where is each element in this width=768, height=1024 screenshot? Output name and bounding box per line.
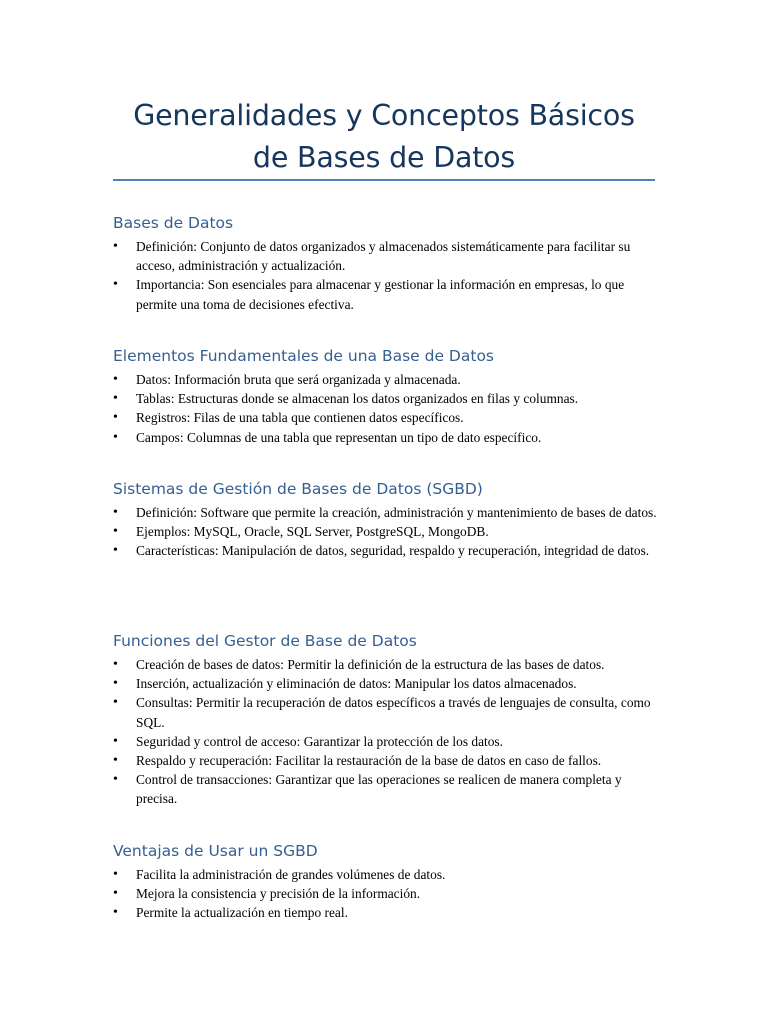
bullet-icon: • [113,410,118,426]
bullet-icon: • [113,676,118,692]
bullet-icon: • [113,543,118,559]
bullet-icon: • [113,905,118,921]
list-item-text: Definición: Software que permite la creación, administración y mantenimiento de bases de datos. [136,505,657,520]
list-item [113,693,663,731]
section-heading: Bases de Datos [113,214,234,232]
list-item [113,884,663,903]
list-item-text: Mejora la consistencia y precisión de la información. [136,886,421,902]
bullet-icon: • [113,505,118,520]
list-item-text: Consultas: Permitir la recuperación de datos específicos a través de lenguajes de consulta, como SQL. [136,695,651,730]
list-item [113,865,663,884]
list-item-text: Campos: Columnas de una tabla que representan un tipo de dato específico. [136,429,542,445]
bullet-icon: • [113,695,118,711]
list-item [113,389,663,408]
section-sgbd [113,479,663,561]
section-heading: Ventajas de Usar un SGBD [113,842,318,860]
bullet-icon: • [113,524,118,540]
bullet-icon: • [113,867,118,882]
document-title: Generalidades y Conceptos Básicos de Bases de Datos [133,99,635,174]
title-underline [113,179,655,181]
bullet-icon: • [113,733,118,749]
section-bases-de-datos [113,213,663,314]
bullet-list [113,503,663,561]
bullet-list [113,865,663,923]
list-item-text: Características: Manipulación de datos, seguridad, respaldo y recuperación, integridad de datos. [136,543,650,559]
list-item-text: Ejemplos: MySQL, Oracle, SQL Server, PostgreSQL, MongoDB. [136,524,489,540]
list-item [113,655,663,674]
list-item-text: Facilita la administración de grandes volúmenes de datos. [136,867,446,882]
list-item-text: Inserción, actualización y eliminación de datos: Manipular los datos almacenados. [136,676,577,692]
list-item-text: Seguridad y control de acceso: Garantizar la protección de los datos. [136,733,503,749]
section-ventajas-sgbd [113,841,663,923]
list-item-text: Control de transacciones: Garantizar que las operaciones se realicen de manera completa y precisa. [136,772,622,807]
bullet-list [113,655,663,809]
list-item-text: Respaldo y recuperación: Facilitar la restauración de la base de datos en caso de fallos. [136,753,602,769]
list-item [113,770,663,808]
section-funciones-gestor [113,631,663,809]
bullet-icon: • [113,239,118,254]
list-item [113,522,663,541]
bullet-icon: • [113,753,118,769]
bullet-icon: • [113,372,118,387]
section-elementos-fundamentales [113,346,663,447]
list-item-text: Importancia: Son esenciales para almacenar y gestionar la información en empresas, lo que permite una toma de decisiones efectiva. [136,277,625,312]
list-item [113,275,663,313]
list-item [113,751,663,770]
list-item [113,903,663,922]
list-item-text: Registros: Filas de una tabla que contienen datos específicos. [136,410,464,426]
list-item-text: Permite la actualización en tiempo real. [136,905,348,921]
bullet-list [113,370,663,447]
bullet-list [113,237,663,314]
list-item [113,428,663,447]
bullet-icon: • [113,391,118,407]
list-item-text: Tablas: Estructuras donde se almacenan los datos organizados en filas y columnas. [136,391,579,407]
section-heading: Funciones del Gestor de Base de Datos [113,632,417,650]
list-item [113,237,663,275]
bullet-icon: • [113,657,118,672]
list-item [113,370,663,389]
list-item [113,541,663,560]
list-item [113,732,663,751]
bullet-icon: • [113,886,118,902]
section-heading: Sistemas de Gestión de Bases de Datos (SGBD) [113,480,483,498]
list-item [113,408,663,427]
section-heading: Elementos Fundamentales de una Base de Datos [113,347,495,365]
list-item-text: Datos: Información bruta que será organizada y almacenada. [136,372,461,387]
list-item-text: Creación de bases de datos: Permitir la definición de la estructura de las bases de datos. [136,657,605,672]
list-item [113,503,663,522]
bullet-icon: • [113,429,118,445]
bullet-icon: • [113,772,118,788]
list-item-text: Definición: Conjunto de datos organizados y almacenados sistemáticamente para facilitar su acceso, administración y actualización. [136,239,631,274]
list-item [113,674,663,693]
bullet-icon: • [113,277,118,293]
